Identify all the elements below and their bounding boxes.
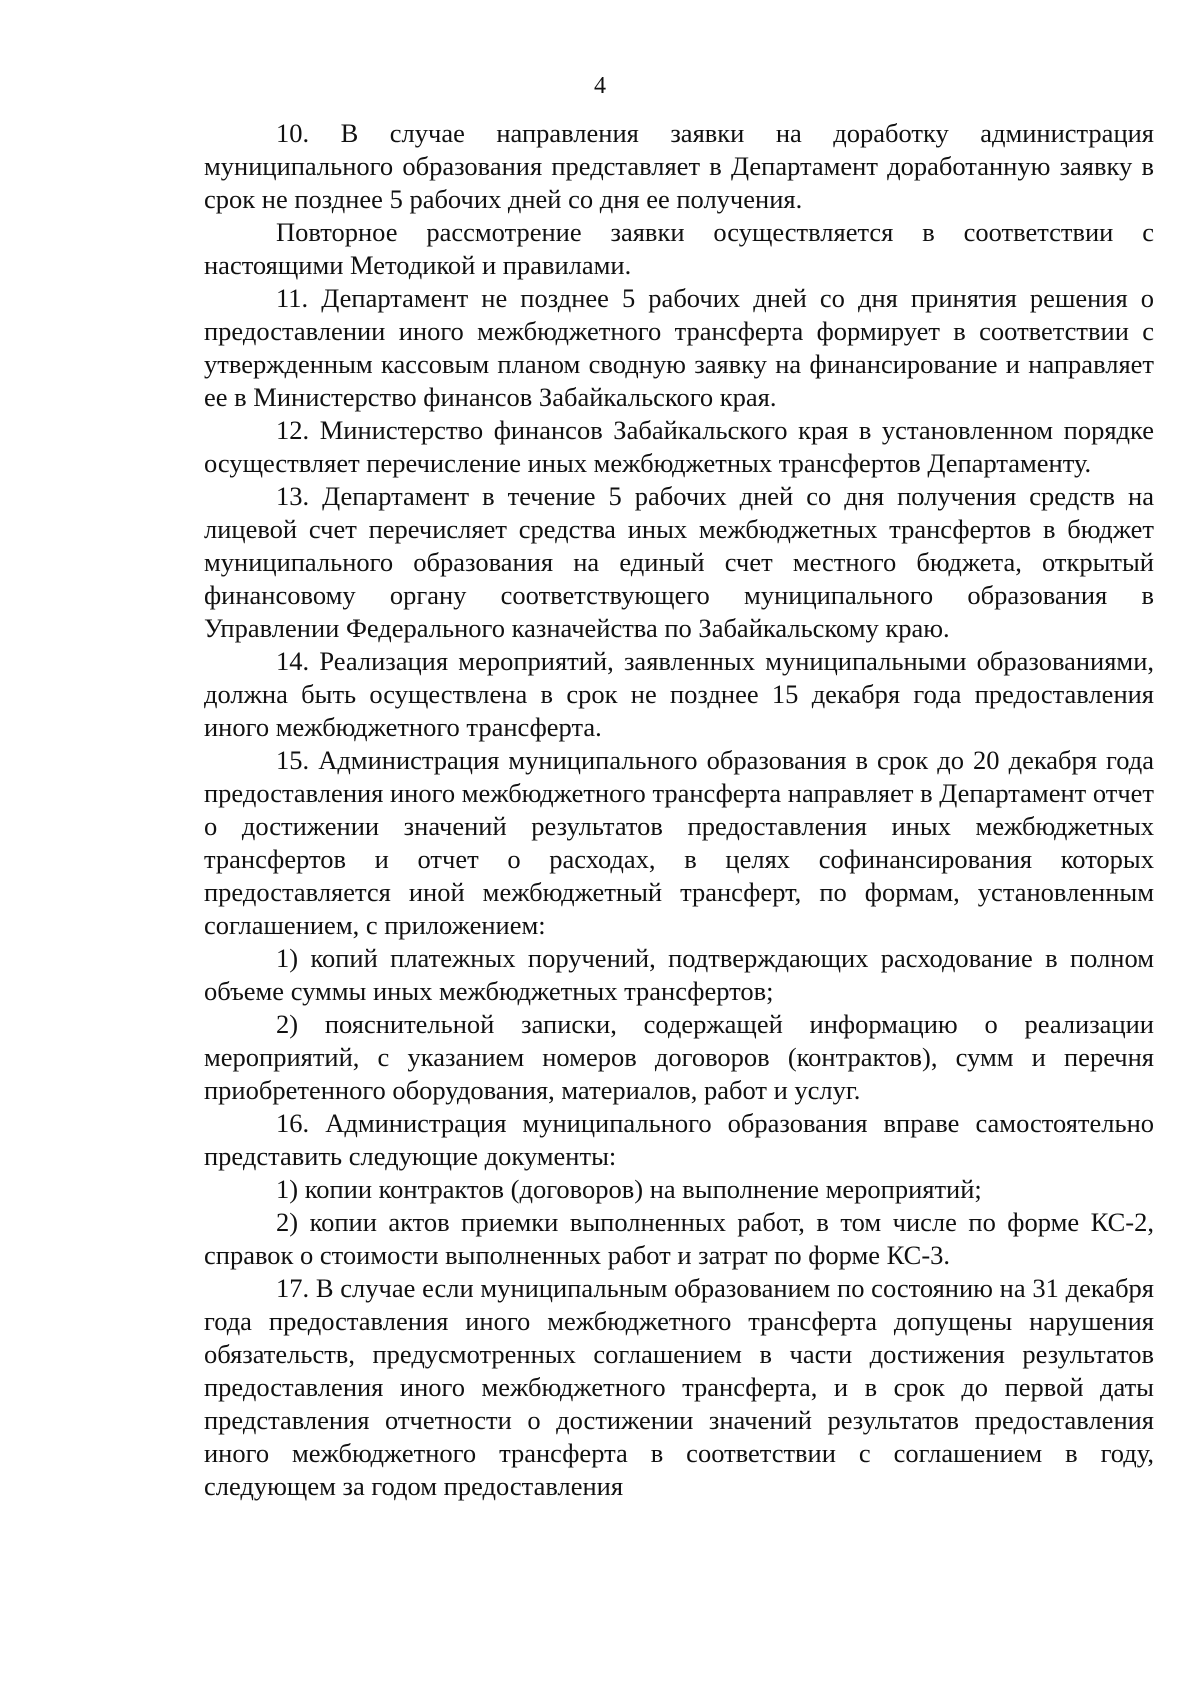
- paragraph-16: 16. Администрация муниципального образования вправе самостоятельно представить следующие документы:: [204, 1108, 1154, 1171]
- document-body: [204, 117, 1154, 1503]
- paragraph-10: 10. В случае направления заявки на доработку администрация муниципального образования представляет в Департамент доработанную заявку в срок не позднее 5 рабочих дней со дня ее получения.: [204, 118, 1154, 214]
- paragraph-17: 17. В случае если муниципальным образованием по состоянию на 31 декабря года предоставления иного межбюджетного трансферта допущены нарушения обязательств, предусмотренных соглашением в части достижения результатов предоставления иного межбюджетного трансферта, и в срок до первой даты представления отчетности о достижении значений результатов предоставления иного межбюджетного трансферта в соответствии с соглашением в году, следующем за годом предоставления: [204, 1273, 1154, 1501]
- paragraph-16-item-2: 2) копии актов приемки выполненных работ, в том числе по форме КС-2, справок о стоимости выполненных работ и затрат по форме КС-3.: [204, 1207, 1154, 1270]
- paragraph-14: 14. Реализация мероприятий, заявленных муниципальными образованиями, должна быть осуществлена в срок не позднее 15 декабря года предоставления иного межбюджетного трансферта.: [204, 646, 1154, 742]
- paragraph-11: 11. Департамент не позднее 5 рабочих дней со дня принятия решения о предоставлении иного межбюджетного трансферта формирует в соответствии с утвержденным кассовым планом сводную заявку на финансирование и направляет ее в Министерство финансов Забайкальского края.: [204, 283, 1154, 412]
- paragraph-15-item-1: 1) копий платежных поручений, подтверждающих расходование в полном объеме суммы иных межбюджетных трансфертов;: [204, 943, 1154, 1006]
- paragraph-12: 12. Министерство финансов Забайкальского края в установленном порядке осуществляет перечисление иных межбюджетных трансфертов Департаменту.: [204, 415, 1154, 478]
- paragraph-10-repeat-review: Повторное рассмотрение заявки осуществляется в соответствии с настоящими Методикой и правилами.: [204, 217, 1154, 280]
- page-number: 4: [594, 73, 606, 99]
- paragraph-15: 15. Администрация муниципального образования в срок до 20 декабря года предоставления иного межбюджетного трансферта направляет в Департамент отчет о достижении значений результатов предоставления иных межбюджетных трансфертов и отчет о расходах, в целях софинансирования которых предоставляется иной межбюджетный трансферт, по формам, установленным соглашением, с приложением:: [204, 745, 1154, 940]
- paragraph-15-item-2: 2) пояснительной записки, содержащей информацию о реализации мероприятий, с указанием номеров договоров (контрактов), сумм и перечня приобретенного оборудования, материалов, работ и услуг.: [204, 1009, 1154, 1105]
- paragraph-13: 13. Департамент в течение 5 рабочих дней со дня получения средств на лицевой счет перечисляет средства иных межбюджетных трансфертов в бюджет муниципального образования на единый счет местного бюджета, открытый финансовому органу соответствующего муниципального образования в Управлении Федерального казначейства по Забайкальскому краю.: [204, 481, 1154, 643]
- paragraph-16-item-1: 1) копии контрактов (договоров) на выполнение мероприятий;: [276, 1174, 982, 1204]
